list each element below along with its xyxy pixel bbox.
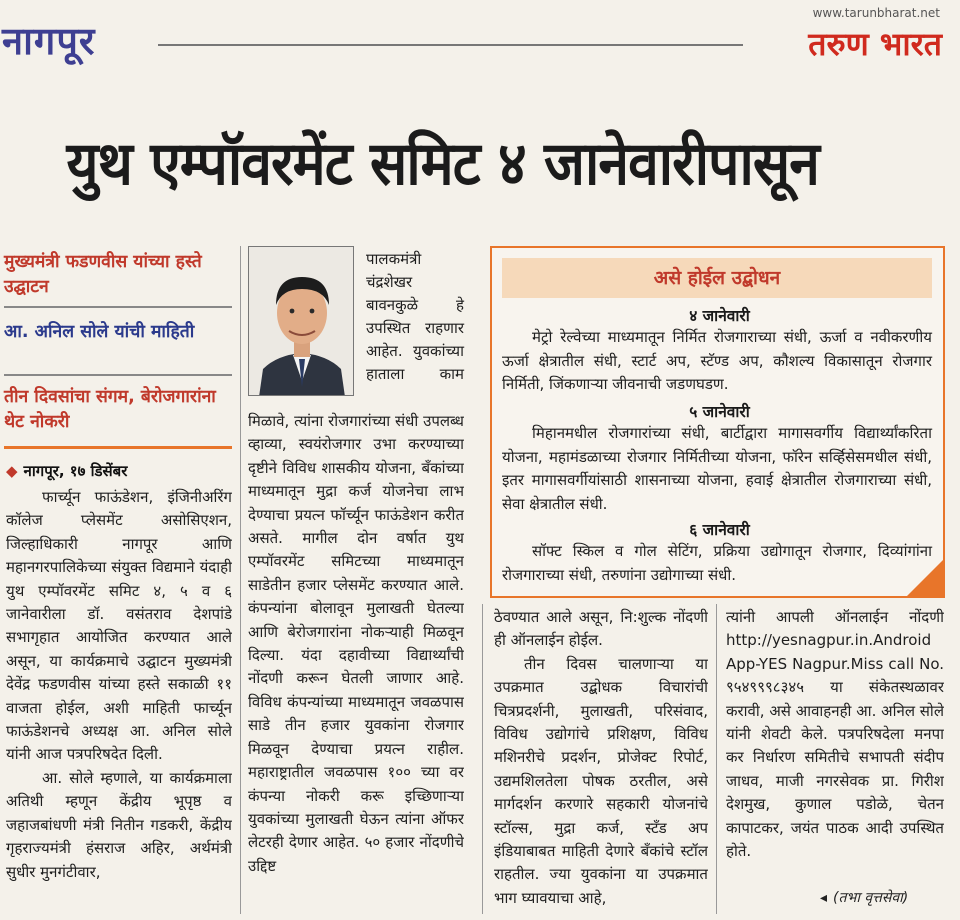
subhead-cm-inauguration: मुख्यमंत्री फडणवीस यांच्या हस्ते उद्घाटन <box>4 252 202 297</box>
schedule-day-1-label: ४ जानेवारी <box>689 307 750 325</box>
schedule-box-title: असे होईल उद्बोधन <box>502 258 932 298</box>
subhead-divider <box>4 306 232 308</box>
column-divider <box>716 604 717 914</box>
col3-paragraph-2: तीन दिवस चालणाऱ्या या उपक्रमात उद्बोधक विचारांची चित्रप्रदर्शनी, मुलाखती, परिसंवाद, विविध उद्योगांचे प्रशिक्षण, विविध मशिनरीचे प्रदर्शन, प्रोजेक्ट रिपोर्ट, उद्यमशिलतेला पोषक ठरतील, असे मार्गदर्शन करणारे सहकारी योजनांचे स्टॉल्स, मुद्रा कर्ज, स्टॅंड अप इंडियाबाबत माहिती देणारे बँकांचे स्टॉल राहतील. ज्या युवकांना या उपक्रमात भाग घ्यावयाचा आहे, <box>494 654 708 907</box>
subhead-divider <box>4 446 232 449</box>
schedule-day-2-label: ५ जानेवारी <box>689 403 750 421</box>
subhead-three-days: तीन दिवसांचा संगम, बेरोजगारांना थेट नोकरी <box>4 387 216 432</box>
col1-paragraph-2: आ. सोले म्हणाले, या कार्यक्रमाला अतिथी म्हणून केंद्रीय भूपृष्ठ व जहाजबांधणी मंत्री नितीन गडकरी, केंद्रीय गृहराज्यमंत्री हंसराज अहिर, अर्थमंत्री सुधीर मुनगंटीवार, <box>6 768 232 881</box>
column-divider <box>240 246 241 914</box>
schedule-day-1-text: मेट्रो रेल्वेच्या माध्यमातून निर्मित रोजगाराच्या संधी, ऊर्जा व नवीकरणीय ऊर्जा क्षेत्रातील संधी, स्टार्ट अप, स्टॅण्ड अप, कौशल्य विकासातून रोजगार निर्मिती, जिंकणाऱ्या जीवनाची जडणघडण. <box>502 328 932 393</box>
news-credit <box>820 888 908 907</box>
subhead-anil-sole: आ. अनिल सोले यांची माहिती <box>4 322 195 342</box>
article-column-4: त्यांनी आपली ऑनलाईन नोंदणी http://yesnagpur.in.Android App-YES Nagpur.Miss call No. ९५४९९९८३४५ या संकेतस्थळावर करावी, असे आवाहनही आ. अनिल सोले यांनी शेवटी केले. पत्रपरिषदेला मनपा कर निर्धारण समितीचे सभापती संदीप जाधव, माजी नगरसेवक प्रा. गिरीश देशमुख, कुणाल पडोळे, चेतन कापाटकर, जयंत पाठक आदी उपस्थित होते. <box>726 608 944 861</box>
article-column-2: मिळावे, त्यांना रोजगारांच्या संधी उपलब्ध व्हाव्या, स्वयंरोजगार उभा करण्याच्या दृष्टीने विविध शासकीय योजना, बँकांच्या माध्यमातून मुद्रा कर्ज योजनेचा लाभ देण्याचा प्रयत्न फॉर्च्यून फाऊंडेशन करीत असते. मागील दोन वर्षात युथ एम्पॉवरमेंट समिटच्या माध्यमातून साडेतीन हजार प्लेसमेंट करण्यात आले. कंपन्यांना बोलावून मुलाखती घेतल्या आणि बेरोजगारांना नोकऱ्याही मिळवून दिल्या. यंदा दहावीच्या विद्यार्थ्यांची नोंदणी करून घेतली जाणार आहे. विविध कंपन्यांच्या माध्यमातून जवळपास साडे तीन हजार युवकांना रोजगार मिळवून देण्याचा प्रयत्न राहील. महाराष्ट्रातील जवळपास १०० च्या वर कंपन्या नोकरी करू इच्छिणाऱ्या युवकांच्या मुलाखती घेऊन त्यांना ऑफर लेटरही देणार आहेत. ५० हजार नोंदणीचे उद्दिष्ट <box>248 412 464 875</box>
portrait-illustration <box>249 247 354 396</box>
diamond-bullet-icon: ◆ <box>6 462 18 480</box>
credit-text: (तभा वृत्तसेवा) <box>833 890 909 906</box>
box-corner-decoration <box>905 558 945 598</box>
column-divider <box>482 604 483 914</box>
headline: युथ एम्पॉवरमेंट समिट ४ जानेवारीपासून <box>66 129 819 199</box>
col3-paragraph-1: ठेवण्यात आले असून, नि:शुल्क नोंदणी ही ऑनलाईन होईल. <box>494 608 708 650</box>
article-column-1 <box>6 486 232 916</box>
dateline <box>6 461 127 481</box>
publication-logo: तरुण भारत <box>808 25 942 63</box>
portrait-photo <box>248 246 354 396</box>
schedule-day-3-text: सॉफ्ट स्किल व गोल सेटिंग, प्रक्रिया उद्योगातून रोजगार, दिव्यांगांना रोजगाराच्या संधी, तरुणांना उद्योगाच्या संधी. <box>502 542 932 584</box>
schedule-day-3-label: ६ जानेवारी <box>689 521 750 539</box>
dateline-text: नागपूर, १७ डिसेंबर <box>23 462 128 480</box>
masthead-url: www.tarunbharat.net <box>812 6 940 20</box>
masthead-rule <box>158 44 743 46</box>
masthead-city: नागपूर <box>2 19 96 63</box>
article-column-3 <box>494 606 708 916</box>
subhead-divider <box>4 374 232 376</box>
credit-arrow-icon: ◂ <box>820 890 828 906</box>
schedule-day-2-text: मिहानमधील रोजगारांच्या संधी, बार्टीद्वारा मागासवर्गीय विद्यार्थ्यांकरिता योजना, महामंडळाच्या रोजगार निर्मितीच्या योजना, फॉरेन सर्व्हिसेसमधील संधी, इतर मागासवर्गीयांसाठी शासनाच्या योजना, हवाई क्षेत्रातील रोजगाराच्या संधी, सेवा क्षेत्रातील संधी. <box>502 424 932 513</box>
schedule-box <box>490 246 945 598</box>
col1-paragraph-1: फार्च्यून फाऊंडेशन, इंजिनीअरिंग कॉलेज प्लेसमेंट असोसिएशन, जिल्हाधिकारी नागपूर आणि महानगरपालिकेच्या संयुक्त विद्यमाने यंदाही युथ एम्पॉवरमेंट समिट ४, ५ व ६ जानेवारीला डॉ. वसंतराव देशपांडे सभागृहात आयोजित करण्यात आले असून, या कार्यक्रमाचे उद्घाटन मुख्यमंत्री देवेंद्र फडणवीस यांच्या हस्ते सकाळी ११ वाजता होईल, अशी माहिती फार्च्यून फाऊंडेशनचे अध्यक्ष आ. अनिल सोले यांनी आज पत्रपरिषदेत दिली. <box>6 488 232 764</box>
article-column-2-beside-photo: पालकमंत्री चंद्रशेखर बावनकुळे हे उपस्थित राहणार आहेत. युवकांच्या हाताला काम <box>366 250 464 383</box>
